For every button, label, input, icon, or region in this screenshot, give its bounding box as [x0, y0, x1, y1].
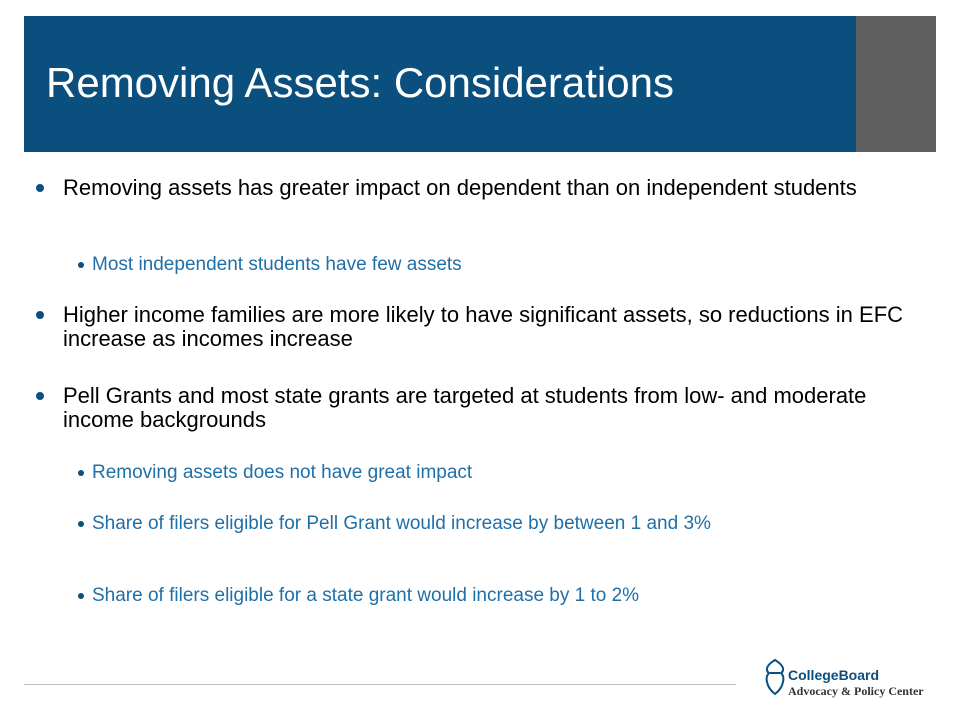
- bullet-dot-icon: [36, 392, 44, 400]
- collegeboard-logo: [764, 656, 940, 704]
- bullet-text: Removing assets has greater impact on dependent than on independent students: [63, 175, 857, 200]
- bullet-text: Pell Grants and most state grants are targeted at students from low- and moderate income backgrounds: [63, 383, 867, 432]
- bullet-dot-icon: [78, 593, 84, 599]
- bullet-dot-icon: [36, 184, 44, 192]
- bullet-dot-icon: [78, 262, 84, 268]
- bullet-item: [36, 176, 922, 200]
- acorn-icon: [764, 658, 786, 696]
- bullet-item: [36, 303, 922, 351]
- bullet-dot-icon: [78, 470, 84, 476]
- bullet-dot-icon: [78, 521, 84, 527]
- bullet-item: [36, 384, 922, 432]
- bullet-text: Most independent students have few assets: [92, 254, 462, 275]
- sub-bullet-item: [78, 586, 928, 606]
- bullet-text: Share of filers eligible for Pell Grant would increase by between 1 and 3%: [92, 513, 711, 534]
- sub-bullet-item: [78, 514, 928, 534]
- sub-bullet-item: [78, 255, 928, 275]
- bullet-text: Higher income families are more likely to have significant assets, so reductions in EFC increase as incomes increase: [63, 302, 904, 351]
- sub-bullet-item: [78, 463, 928, 483]
- logo-name: CollegeBoard: [788, 667, 880, 683]
- footer-divider: [24, 684, 736, 685]
- bullet-text: Share of filers eligible for a state grant would increase by 1 to 2%: [92, 585, 640, 606]
- bullet-text: Removing assets does not have great impact: [92, 462, 473, 483]
- bullet-dot-icon: [36, 311, 44, 319]
- logo-subtitle: Advocacy & Policy Center: [788, 684, 924, 698]
- slide-title: Removing Assets: Considerations: [46, 59, 674, 106]
